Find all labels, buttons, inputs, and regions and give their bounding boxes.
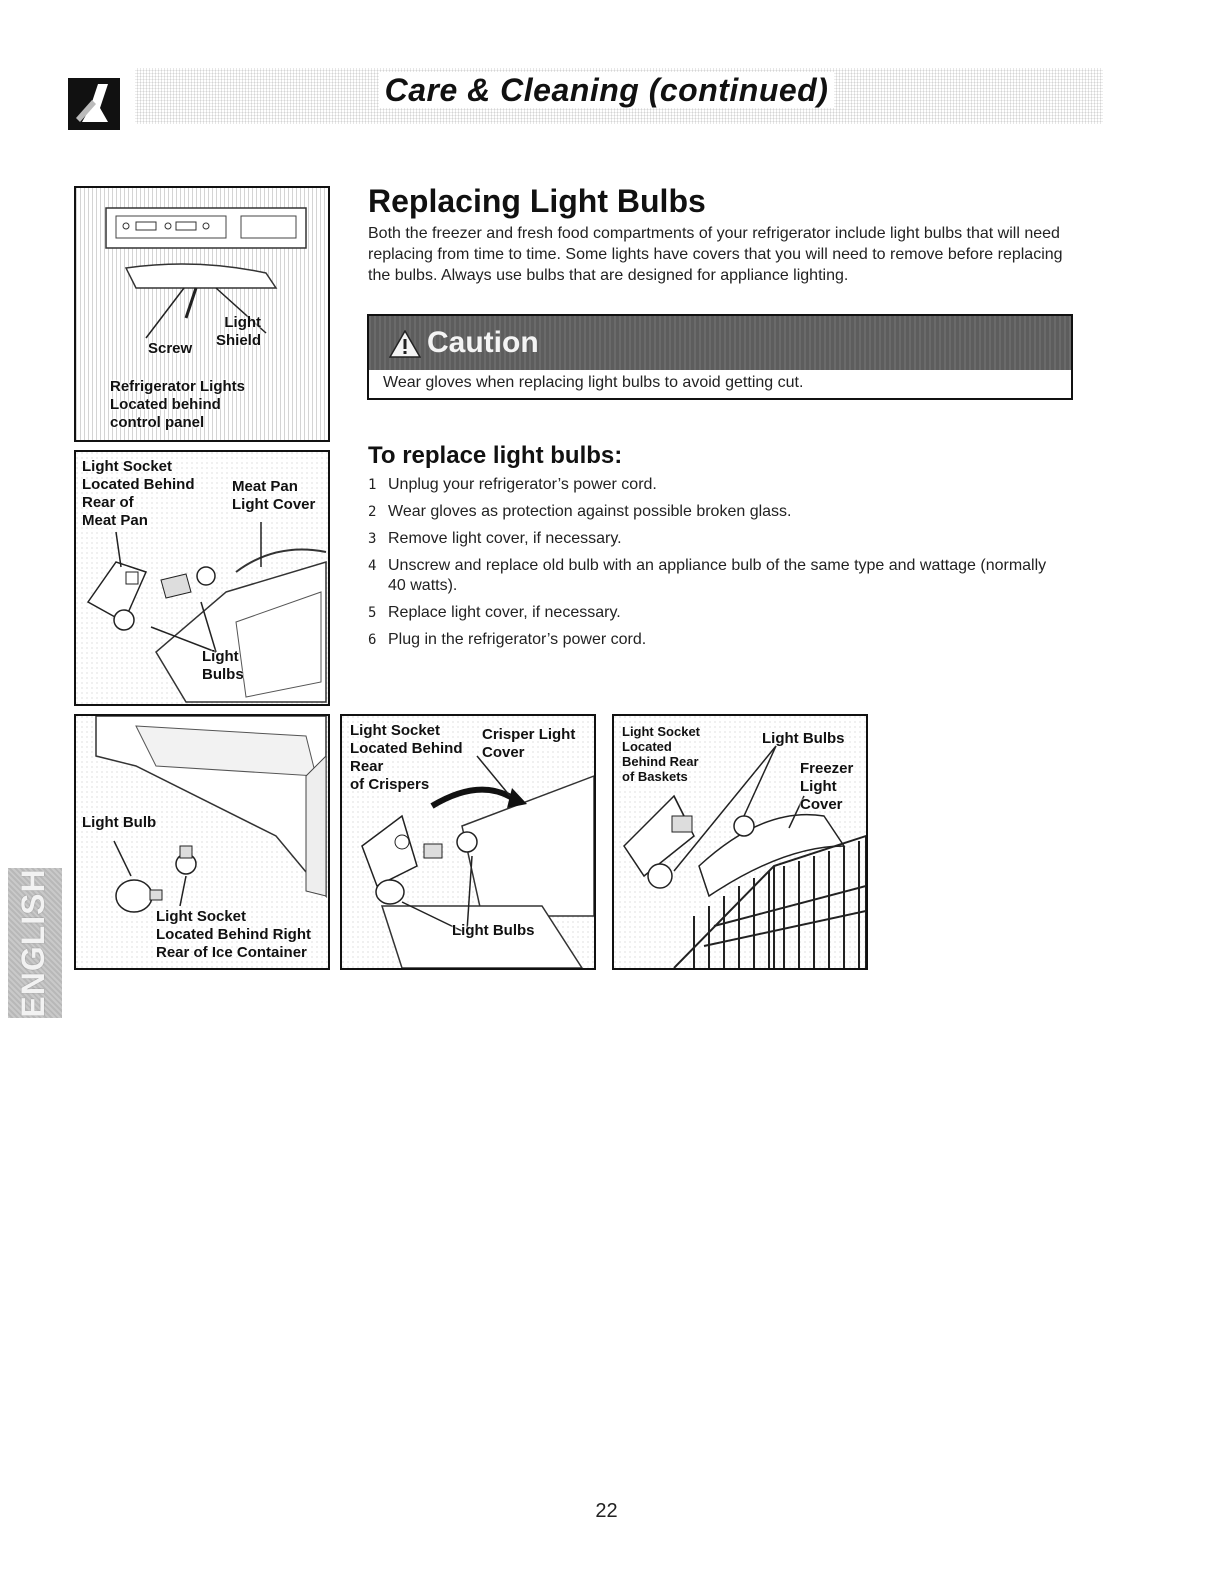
label-ice-light-bulb: Light Bulb: [82, 814, 157, 831]
figure-ice-container-light: [74, 714, 330, 970]
figure-freezer-lights: [612, 714, 868, 970]
label-crisper-cover: Crisper Light Cover: [482, 726, 576, 761]
caution-box: [367, 314, 1073, 400]
caution-text: Wear gloves when replacing light bulbs to avoid getting cut.: [383, 374, 804, 391]
label-meat-pan-socket: Light Socket Located Behind Rear of Meat Pan: [82, 458, 195, 529]
step-item: 3 Remove light cover, if necessary.: [368, 530, 622, 547]
label-light-shield: Light Shield: [216, 314, 262, 349]
instruction-steps: [368, 475, 1068, 657]
label-crisper-bulbs: Light Bulbs: [452, 922, 535, 939]
section-intro: Both the freezer and fresh food compartments of your refrigerator include light bulbs that will need replacing from time to time. Some lights have covers that you will need to remove before replacing the bulbs. Always use bulbs that are designed for appliance lighting.: [368, 225, 1063, 284]
caution-header-bar: [369, 316, 1071, 370]
step-item: 4 Unscrew and replace old bulb with an appliance bulb of the same type and wattage (normally 40 watts).: [368, 557, 1047, 594]
step-item: 5 Replace light cover, if necessary.: [368, 604, 621, 621]
label-freezer-bulbs: Light Bulbs: [762, 730, 845, 747]
label-ice-light-socket: Light Socket Located Behind Right Rear of Ice Container: [156, 908, 311, 961]
figure-control-panel-lights: [74, 186, 330, 442]
language-side-tab-label: ENGLISH: [15, 868, 51, 1018]
page-number: 22: [595, 1500, 618, 1522]
figure-meat-pan-lights: [74, 450, 330, 706]
step-item: 6 Plug in the refrigerator’s power cord.: [368, 631, 647, 648]
label-meat-pan-cover: Meat Pan Light Cover: [232, 478, 316, 513]
label-screw: Screw: [148, 340, 193, 357]
warning-triangle-icon: [389, 330, 421, 358]
label-refrigerator-lights: Refrigerator Lights Located behind control panel: [110, 378, 246, 431]
instructions-title: To replace light bulbs:: [368, 442, 623, 469]
figure-crisper-lights: [340, 714, 596, 970]
section-title: Replacing Light Bulbs: [368, 183, 706, 219]
step-item: 1 Unplug your refrigerator’s power cord.: [368, 476, 657, 493]
label-crisper-socket: Light Socket Located Behind Rear of Crispers: [350, 722, 463, 793]
label-freezer-cover: Freezer Light Cover: [800, 760, 854, 813]
step-item: 2 Wear gloves as protection against possible broken glass.: [368, 503, 792, 520]
label-meat-pan-bulbs: Light Bulbs: [202, 648, 244, 683]
label-freezer-socket: Light Socket Located Behind Rear of Baskets: [622, 724, 701, 784]
caution-title: Caution: [427, 326, 539, 359]
page-header-title: Care & Cleaning (continued): [0, 72, 1213, 109]
